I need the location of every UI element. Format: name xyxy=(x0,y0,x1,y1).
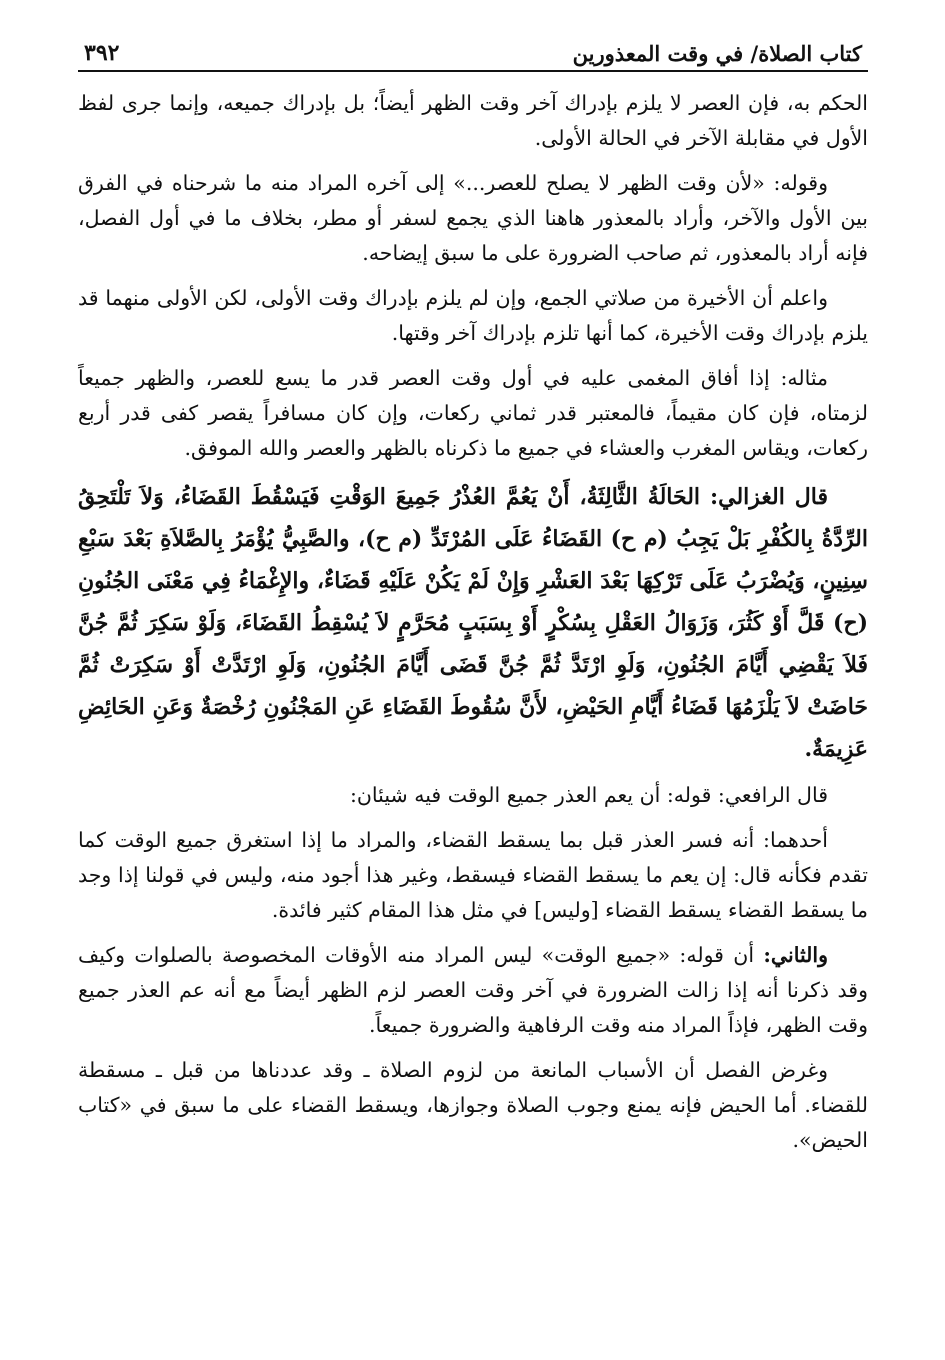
paragraph-text: قال الرافعي: قوله: أن يعم العذر جميع الوقت فيه شيئان: xyxy=(349,783,828,807)
paragraph-first-point xyxy=(78,823,868,928)
body-text xyxy=(78,86,868,1158)
paragraph-rafii-intro xyxy=(78,778,868,813)
paragraph-text: الحكم به، فإن العصر لا يلزم بإدراك آخر وقت الظهر أيضاً؛ بل بإدراك جميعه، وإنما جرى لفظ الأول في مقابلة الآخر في الحالة الأولى. xyxy=(78,91,868,150)
paragraph-continuation xyxy=(78,86,868,156)
paragraph-lead: قال الغزالي: xyxy=(709,484,828,510)
page-number: ٣٩٢ xyxy=(84,40,120,66)
chapter-title: كتاب الصلاة/ في وقت المعذورين xyxy=(572,41,862,66)
paragraph-text: واعلم أن الأخيرة من صلاتي الجمع، وإن لم يلزم بإدراك وقت الأولى، لكن الأولى منهما قد يلزم بإدراك وقت الأخيرة، كما أنها تلزم بإدراك آخر وقتها. xyxy=(78,286,868,345)
paragraph-text: الحَالَةُ الثَّالِثَةُ، أَنْ يَعُمَّ العُذْرُ جَمِيعَ الوَقْتِ فَيَسْقُطَ القَضَاءُ، وَلاَ تَلْتَحِقُ الرِّدَّةُ بِالكُفْرِ بَلْ يَجِبُ (م ح) القَضَاءُ عَلَى المُرْتَدِّ (م ح)، والصَّبِيُّ يُؤْمَرُ بِالصَّلاَةِ بَعْدَ سَبْعِ سِنِينٍ، وَيُضْرَبُ عَلَى تَرْكِهَا بَعْدَ العَشْرِ وَإِنْ لَمْ يَكُنْ عَلَيْهِ قَضَاءٌ، والإِغْمَاءُ فِي مَعْنَى الجُنُونِ (ح) قَلَّ أَوْ كَثُرَ، وَزَوَالُ العَقْلِ بِسُكْرٍ أَوْ بِسَبَبٍ مُحَرَّمٍ لاَ يُسْقِطُ القَضَاءَ، وَلَوْ سَكِرَ ثُمَّ جُنَّ فَلاَ يَقْضِي أَيَّامَ الجُنُونِ، وَلَوِ ارْتَدَّ ثُمَّ جُنَّ قَضَى أَيَّامَ الجُنُونِ، وَلَوِ ارْتَدَّتْ أَوْ سَكِرَتْ ثُمَّ حَاضَتْ لاَ يَلْزَمُهَا قَضَاءُ أَيَّامِ الحَيْضِ، لأَنَّ سُقُوطَ القَضَاءِ عَنِ المَجْنُونِ رُخْصَةٌ وَعَنِ الحَائِضِ عَزِيمَةٌ. xyxy=(78,484,868,762)
paragraph-lead: والثاني: xyxy=(763,943,828,967)
paragraph-text: مثاله: إذا أفاق المغمى عليه في أول وقت العصر قدر ما يسع للعصر، والظهر جميعاً لزمتاه، فإن كان مقيماً، فالمعتبر قدر ثماني ركعات، وإن كان مسافراً يقصر كفى قدر أربع ركعات، ويقاس المغرب والعشاء في جميع ما ذكرناه بالظهر والعصر والله الموفق. xyxy=(78,366,868,460)
paragraph-commentary xyxy=(78,281,868,351)
paragraph-text: وقوله: «لأن وقت الظهر لا يصلح للعصر...» إلى آخره المراد منه ما شرحناه في الفرق بين الأول والآخر، وأراد بالمعذور هاهنا الذي يجمع لسفر أو مطر، بخلاف ما في أول الفصل، فإنه أراد بالمعذور، ثم صاحب الضرورة على ما سبق إيضاحه. xyxy=(78,171,868,265)
running-header xyxy=(78,34,868,72)
paragraph-conclusion xyxy=(78,1053,868,1158)
paragraph-commentary xyxy=(78,166,868,271)
paragraph-ghazali-text xyxy=(78,476,868,770)
paragraph-text: أحدهما: أنه فسر العذر قبل بما يسقط القضاء، والمراد ما إذا استغرق جميع الوقت كما تقدم فكأنه قال: إن يعم ما يسقط القضاء فيسقط، وغير هذا أجود منه، وليس في قولنا إذا وجد ما يسقط القضاء يسقط القضاء [وليس] في مثل هذا المقام كثير فائدة. xyxy=(78,828,868,922)
paragraph-text: وغرض الفصل أن الأسباب المانعة من لزوم الصلاة ـ وقد عددناها من قبل ـ مسقطة للقضاء. أما الحيض فإنه يمنع وجوب الصلاة وجوازها، ويسقط القضاء على ما سبق في «كتاب الحيض». xyxy=(78,1058,868,1152)
paragraph-example xyxy=(78,361,868,466)
book-page xyxy=(78,34,868,1168)
paragraph-text: أن قوله: «جميع الوقت» ليس المراد منه الأوقات المخصوصة بالصلوات وكيف وقد ذكرنا أنه إذا زالت الضرورة في آخر وقت العصر لزم الظهر أيضاً مع أنه عم العذر جميع وقت الظهر، فإذاً المراد منه وقت الرفاهية والضرورة جميعاً. xyxy=(78,943,868,1037)
paragraph-second-point xyxy=(78,938,868,1043)
